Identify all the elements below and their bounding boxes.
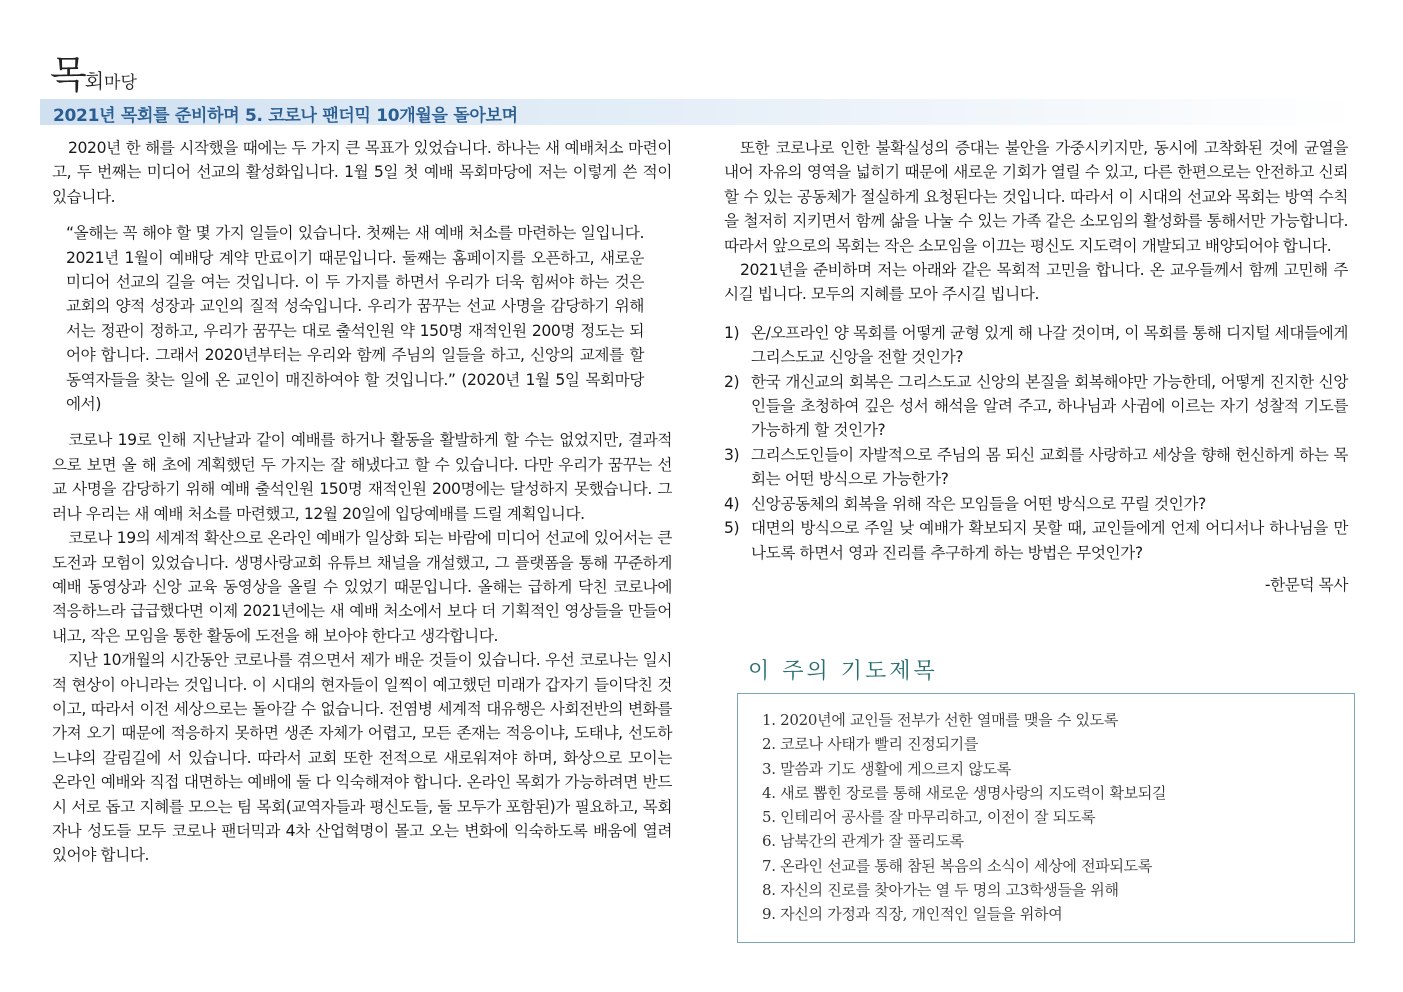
prayer-item: 6. 남북간의 관계가 잘 풀리도록	[762, 832, 964, 851]
question-item	[724, 370, 1348, 443]
spacer	[724, 307, 1348, 321]
left-paragraph-1: 2020년 한 해를 시작했을 때에는 두 가지 큰 목표가 있었습니다. 하나는 새 예배처소 마련이고, 두 번째는 미디어 선교의 활성화입니다. 1월 5일 첫 예배 목회마당에 저는 이렇게 쓴 적이 있습니다.	[52, 139, 672, 206]
logo-char-mid: 회	[84, 69, 105, 93]
prayer-item: 8. 자신의 진로를 찾아가는 열 두 명의 고3학생들을 위해	[762, 881, 1119, 900]
right-paragraph-2: 2021년을 준비하며 저는 아래와 같은 목회적 고민을 합니다. 온 교우들께서 함께 고민해 주시길 빕니다. 모두의 지혜를 모아 주시길 빕니다.	[724, 261, 1348, 304]
prayer-item: 3. 말씀과 기도 생활에 게으르지 않도록	[762, 759, 1011, 778]
prayer-box	[737, 693, 1355, 943]
question-number: 5)	[724, 519, 740, 538]
question-text: 신앙공동체의 회복을 위해 작은 모임들을 어떤 방식으로 꾸릴 것인가?	[751, 494, 1206, 513]
right-column	[724, 136, 1348, 597]
question-number: 1)	[724, 323, 740, 342]
left-column	[52, 136, 672, 868]
signature: -한문덕 목사	[1264, 575, 1348, 594]
left-paragraph-3: 코로나 19의 세계적 확산으로 온라인 예배가 일상화 되는 바람에 미디어 선교에 있어서는 큰 도전과 모험이 있었습니다. 생명사랑교회 유튜브 채널을 개설했고, 그 플랫폼을 통해 꾸준하게 예배 동영상과 신앙 교육 동영상을 올릴 수 있었기 때문입니다. 올해는 급하게 닥친 코로나에 적응하느라 급급했다면 이제 2021년에는 새 예배 처소에서 보다 더 기획적인 영상들을 만들어 내고, 작은 모임을 통한 활동에 도전을 해 보아야 한다고 생각합니다.	[52, 529, 672, 645]
question-list	[724, 321, 1348, 565]
page-title: 2021년 목회를 준비하며 5. 코로나 팬더믹 10개월을 돌아보며	[53, 106, 518, 126]
question-text: 대면의 방식으로 주일 낮 예배가 확보되지 못할 때, 교인들에게 언제 어디서나 하나님을 만나도록 하면서 영과 진리를 추구하게 하는 방법은 무엇인가?	[751, 519, 1348, 562]
prayer-item: 7. 온라인 선교를 통해 참된 복음의 소식이 세상에 전파되도록	[762, 856, 1153, 875]
right-paragraph-1: 또한 코로나로 인한 불확실성의 증대는 불안을 가중시키지만, 동시에 고착화된 것에 균열을 내어 자유의 영역을 넓히기 때문에 새로운 기회가 열릴 수 있고, 다른 한편으로는 안전하고 신뢰할 수 있는 공동체가 절실하게 요청된다는 것입니다. 따라서 이 시대의 선교와 목회는 방역 수칙을 철저히 지키면서 함께 삶을 나눌 수 있는 가족 같은 소모임의 활성화를 통해서만 가능합니다. 따라서 앞으로의 목회는 작은 소모임을 이끄는 평신도 지도력이 개발되고 배양되어야 합니다.	[724, 139, 1348, 255]
logo-char-small: 마당	[104, 73, 137, 93]
prayer-item: 9. 자신의 가정과 직장, 개인적인 일들을 위하여	[762, 905, 1063, 924]
prayer-list	[762, 708, 1354, 927]
prayer-heading: 이 주의 기도제목	[748, 659, 938, 684]
quote-block: “올해는 꼭 해야 할 몇 가지 일들이 있습니다. 첫째는 새 예배 처소를 마련하는 일입니다. 2021년 1월이 예배당 계약 만료이기 때문입니다. 둘째는 홈페이지를 오픈하고, 새로운 미디어 선교의 길을 여는 것입니다. 이 두 가지를 하면서 우리가 더욱 힘써야 하는 것은 교회의 양적 성장과 교인의 질적 성숙입니다. 우리가 꿈꾸는 선교 사명을 감당하기 위해서는 정관이 정하고, 우리가 꿈꾸는 대로 출석인원 약 150명 재적인원 200명 정도는 되어야 합니다. 그래서 2020년부터는 우리와 함께 주님의 일들을 하고, 신앙의 교제를 할 동역자들을 찾는 일에 온 교인이 매진하여야 할 것입니다.” (2020년 1월 5일 목회마당에서)	[66, 224, 644, 414]
question-number: 2)	[724, 372, 740, 391]
logo-char-big: 목	[50, 53, 85, 97]
question-item	[724, 443, 1348, 492]
question-text: 온/오프라인 양 목회를 어떻게 균형 있게 해 나갈 것이며, 이 목회를 통해 디지털 세대들에게 그리스도교 신앙을 전할 것인가?	[751, 323, 1348, 367]
prayer-item: 1. 2020년에 교인들 전부가 선한 열매를 맺을 수 있도록	[762, 711, 1119, 729]
prayer-item: 4. 새로 뽑힌 장로를 통해 새로운 생명사랑의 지도력이 확보되길	[762, 783, 1167, 802]
title-bar	[40, 99, 1360, 125]
prayer-item: 2. 코로나 사태가 빨리 진정되기를	[762, 735, 979, 754]
section-logo	[50, 44, 137, 99]
question-item	[724, 516, 1348, 565]
question-text: 한국 개신교의 회복은 그리스도교 신앙의 본질을 회복해야만 가능한데, 어떻게 진지한 신앙인들을 초청하여 깊은 성서 해석을 알려 주고, 하나님과 사귐에 이르는 자기 성찰적 기도를 가능하게 할 것인가?	[751, 372, 1348, 440]
question-number: 4)	[724, 494, 740, 513]
prayer-item: 5. 인테리어 공사를 잘 마무리하고, 이전이 잘 되도록	[762, 808, 1096, 827]
question-number: 3)	[724, 445, 740, 464]
left-paragraph-4: 지난 10개월의 시간동안 코로나를 겪으면서 제가 배운 것들이 있습니다. 우선 코로나는 일시적 현상이 아니라는 것입니다. 이 시대의 현자들이 일찍이 예고했던 미래가 갑자기 들이닥친 것이고, 따라서 이전 세상으로는 돌아갈 수 없습니다. 전염병 세계적 대유행은 사회전반의 변화를 가져 오기 때문에 적응하지 못하면 생존 자체가 어렵고, 모든 존재는 적응이냐, 도태냐, 선도하느냐의 갈림길에 서 있습니다. 따라서 교회 또한 전적으로 새로워져야 하며, 화상으로 모이는 온라인 예배와 직접 대면하는 예배에 둘 다 익숙해져야 합니다. 온라인 목회가 가능하려면 반드시 서로 돕고 지혜를 모으는 팀 목회(교역자들과 평신도들, 둘 모두가 포함된)가 필요하고, 목회자나 성도들 모두 코로나 팬더믹과 4차 산업혁명이 몰고 오는 변화에 익숙하도록 배움에 열려 있어야 합니다.	[52, 651, 672, 865]
left-paragraph-2: 코로나 19로 인해 지난날과 같이 예배를 하거나 활동을 활발하게 할 수는 없었지만, 결과적으로 보면 올 해 초에 계획했던 두 가지는 잘 해냈다고 할 수 있습니다. 다만 우리가 꿈꾸는 선교 사명을 감당하기 위해 예배 출석인원 150명 재적인원 200명에는 달성하지 못했습니다. 그러나 우리는 새 예배 처소를 마련했고, 12월 20일에 입당예배를 드릴 계획입니다.	[52, 431, 672, 523]
question-item	[724, 321, 1348, 370]
question-item	[724, 492, 1348, 516]
question-text: 그리스도인들이 자발적으로 주님의 몸 되신 교회를 사랑하고 세상을 향해 헌신하게 하는 목회는 어떤 방식으로 가능한가?	[751, 445, 1348, 489]
